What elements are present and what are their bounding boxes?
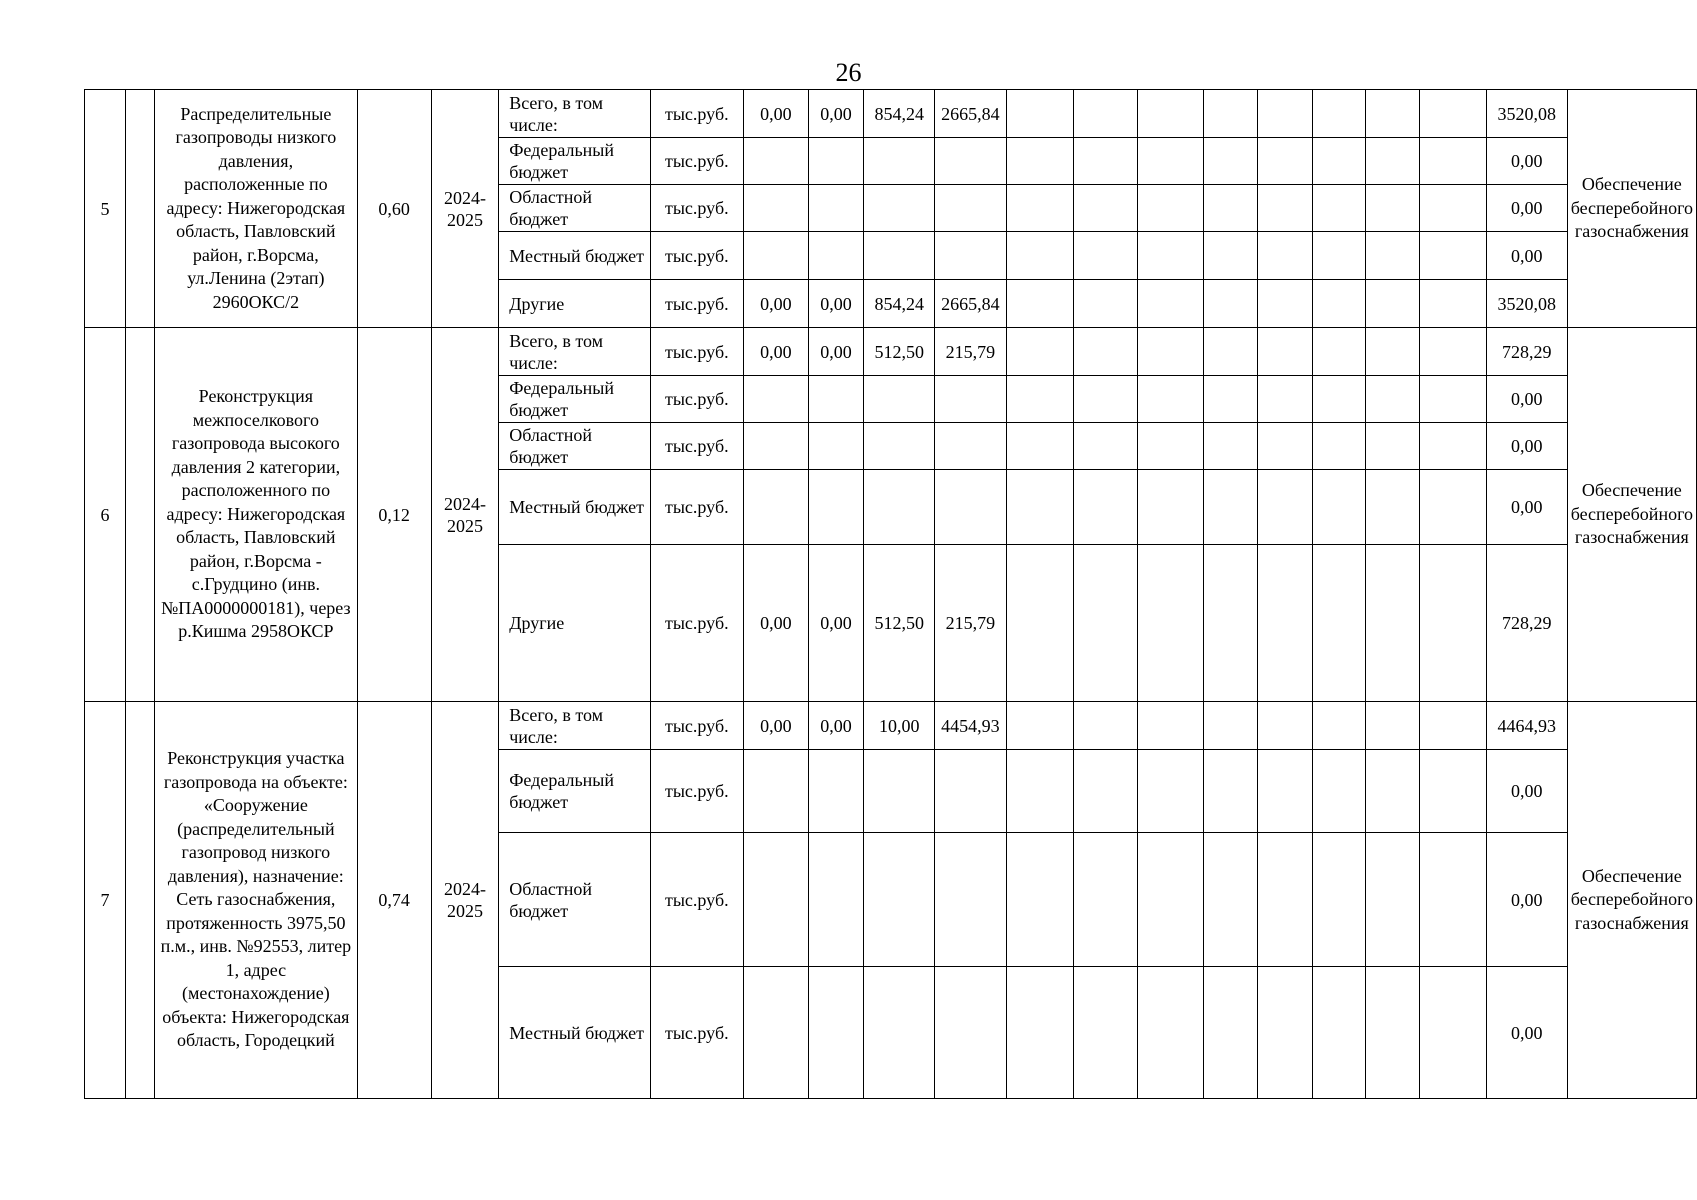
- empty-cell: [1203, 90, 1257, 138]
- empty-cell: [1137, 545, 1203, 702]
- value-cell: [864, 833, 935, 967]
- total-cell: 0,00: [1486, 185, 1567, 232]
- value-cell: 215,79: [935, 328, 1006, 376]
- empty-cell: [1312, 138, 1365, 185]
- empty-cell: [1203, 470, 1257, 545]
- unit-cell: тыс.руб.: [650, 280, 743, 328]
- empty-cell: [1073, 90, 1137, 138]
- empty-cell: [1312, 702, 1365, 750]
- empty-cell: [1420, 545, 1486, 702]
- total-cell: 3520,08: [1486, 280, 1567, 328]
- value-cell: [864, 750, 935, 833]
- value-cell: [864, 967, 935, 1099]
- empty-cell: [1006, 423, 1073, 470]
- empty-cell: [1203, 702, 1257, 750]
- empty-cell: [1203, 750, 1257, 833]
- funding-source: Местный бюджет: [499, 470, 651, 545]
- empty-cell: [125, 328, 154, 702]
- unit-cell: тыс.руб.: [650, 702, 743, 750]
- empty-cell: [1073, 138, 1137, 185]
- total-cell: 0,00: [1486, 423, 1567, 470]
- empty-cell: [1420, 138, 1486, 185]
- empty-cell: [1366, 185, 1420, 232]
- empty-cell: [1366, 750, 1420, 833]
- empty-cell: [125, 702, 154, 1099]
- empty-cell: [1258, 328, 1312, 376]
- value-cell: [808, 185, 864, 232]
- value-cell: [864, 138, 935, 185]
- empty-cell: [1006, 750, 1073, 833]
- empty-cell: [1420, 702, 1486, 750]
- value-cell: [743, 232, 808, 280]
- empty-cell: [1073, 376, 1137, 423]
- empty-cell: [1258, 90, 1312, 138]
- value-cell: 4454,93: [935, 702, 1006, 750]
- empty-cell: [1258, 185, 1312, 232]
- empty-cell: [1203, 185, 1257, 232]
- empty-cell: [1420, 90, 1486, 138]
- value-cell: 215,79: [935, 545, 1006, 702]
- value-cell: [864, 376, 935, 423]
- unit-cell: тыс.руб.: [650, 376, 743, 423]
- total-cell: 0,00: [1486, 376, 1567, 423]
- empty-cell: [1258, 280, 1312, 328]
- empty-cell: [1312, 423, 1365, 470]
- empty-cell: [1006, 545, 1073, 702]
- empty-cell: [1203, 232, 1257, 280]
- value-cell: [935, 967, 1006, 1099]
- unit-cell: тыс.руб.: [650, 138, 743, 185]
- empty-cell: [1203, 138, 1257, 185]
- total-cell: 0,00: [1486, 750, 1567, 833]
- empty-cell: [1137, 470, 1203, 545]
- empty-cell: [1137, 232, 1203, 280]
- empty-cell: [1366, 470, 1420, 545]
- value-cell: [935, 232, 1006, 280]
- object-length: 0,74: [357, 702, 431, 1099]
- empty-cell: [1366, 545, 1420, 702]
- value-cell: [808, 138, 864, 185]
- purpose-note: Обеспечение бесперебойного газоснабжения: [1567, 702, 1696, 1099]
- empty-cell: [1073, 702, 1137, 750]
- empty-cell: [1366, 423, 1420, 470]
- empty-cell: [1137, 833, 1203, 967]
- value-cell: [864, 423, 935, 470]
- empty-cell: [1312, 376, 1365, 423]
- table-row: [85, 90, 1697, 138]
- value-cell: [743, 833, 808, 967]
- empty-cell: [1006, 833, 1073, 967]
- unit-cell: тыс.руб.: [650, 185, 743, 232]
- empty-cell: [1006, 702, 1073, 750]
- unit-cell: тыс.руб.: [650, 328, 743, 376]
- empty-cell: [1366, 702, 1420, 750]
- object-years: 2024-2025: [431, 702, 498, 1099]
- empty-cell: [1006, 376, 1073, 423]
- value-cell: [743, 185, 808, 232]
- table-row: [85, 702, 1697, 750]
- funding-source: Всего, в том числе:: [499, 90, 651, 138]
- empty-cell: [1312, 185, 1365, 232]
- funding-source: Местный бюджет: [499, 967, 651, 1099]
- empty-cell: [1366, 967, 1420, 1099]
- value-cell: [808, 470, 864, 545]
- object-name: Распределительные газопроводы низкого давления, расположенные по адресу: Нижегородская область, Павловский район, г.Ворсма, ул.Ленина (2этап) 2960ОКС/2: [155, 90, 357, 328]
- empty-cell: [1312, 967, 1365, 1099]
- empty-cell: [1137, 280, 1203, 328]
- value-cell: [808, 833, 864, 967]
- row-number: 6: [85, 328, 126, 702]
- empty-cell: [1073, 470, 1137, 545]
- empty-cell: [1312, 545, 1365, 702]
- funding-source: Местный бюджет: [499, 232, 651, 280]
- unit-cell: тыс.руб.: [650, 750, 743, 833]
- empty-cell: [1312, 750, 1365, 833]
- empty-cell: [1137, 138, 1203, 185]
- empty-cell: [1137, 90, 1203, 138]
- empty-cell: [1258, 232, 1312, 280]
- empty-cell: [1366, 280, 1420, 328]
- value-cell: [743, 423, 808, 470]
- empty-cell: [1258, 423, 1312, 470]
- purpose-note: Обеспечение бесперебойного газоснабжения: [1567, 328, 1696, 702]
- funding-source: Всего, в том числе:: [499, 328, 651, 376]
- object-years: 2024-2025: [431, 90, 498, 328]
- empty-cell: [1312, 833, 1365, 967]
- empty-cell: [1137, 967, 1203, 1099]
- empty-cell: [1420, 470, 1486, 545]
- empty-cell: [1258, 376, 1312, 423]
- value-cell: 10,00: [864, 702, 935, 750]
- empty-cell: [1258, 750, 1312, 833]
- empty-cell: [1420, 328, 1486, 376]
- empty-cell: [1312, 232, 1365, 280]
- empty-cell: [1312, 470, 1365, 545]
- empty-cell: [1006, 280, 1073, 328]
- object-name: Реконструкция межпоселкового газопровода высокого давления 2 категории, расположенного по адресу: Нижегородская область, Павловский район, г.Ворсма - с.Грудцино (инв. №ПА0000000181), через р.Кишма 2958ОКСР: [155, 328, 357, 702]
- row-number: 5: [85, 90, 126, 328]
- value-cell: 2665,84: [935, 280, 1006, 328]
- empty-cell: [1203, 967, 1257, 1099]
- funding-source: Областной бюджет: [499, 833, 651, 967]
- empty-cell: [1006, 328, 1073, 376]
- empty-cell: [1312, 280, 1365, 328]
- empty-cell: [1137, 328, 1203, 376]
- empty-cell: [1137, 750, 1203, 833]
- total-cell: 728,29: [1486, 545, 1567, 702]
- empty-cell: [125, 90, 154, 328]
- unit-cell: тыс.руб.: [650, 232, 743, 280]
- unit-cell: тыс.руб.: [650, 90, 743, 138]
- value-cell: [935, 423, 1006, 470]
- value-cell: [743, 138, 808, 185]
- program-table: [84, 89, 1697, 1099]
- funding-source: Другие: [499, 545, 651, 702]
- object-years: 2024-2025: [431, 328, 498, 702]
- row-number: 7: [85, 702, 126, 1099]
- value-cell: 512,50: [864, 545, 935, 702]
- value-cell: [743, 376, 808, 423]
- value-cell: [935, 750, 1006, 833]
- total-cell: 728,29: [1486, 328, 1567, 376]
- empty-cell: [1366, 833, 1420, 967]
- empty-cell: [1420, 185, 1486, 232]
- value-cell: [864, 470, 935, 545]
- value-cell: [935, 833, 1006, 967]
- empty-cell: [1258, 545, 1312, 702]
- value-cell: 0,00: [743, 328, 808, 376]
- empty-cell: [1073, 232, 1137, 280]
- page-number: 26: [835, 58, 862, 87]
- funding-source: Областной бюджет: [499, 423, 651, 470]
- empty-cell: [1366, 90, 1420, 138]
- value-cell: [808, 232, 864, 280]
- object-length: 0,60: [357, 90, 431, 328]
- empty-cell: [1203, 328, 1257, 376]
- empty-cell: [1312, 90, 1365, 138]
- funding-source: Федеральный бюджет: [499, 376, 651, 423]
- value-cell: [808, 750, 864, 833]
- value-cell: 0,00: [743, 545, 808, 702]
- empty-cell: [1203, 423, 1257, 470]
- value-cell: [935, 185, 1006, 232]
- empty-cell: [1073, 185, 1137, 232]
- value-cell: 2665,84: [935, 90, 1006, 138]
- empty-cell: [1258, 967, 1312, 1099]
- value-cell: 854,24: [864, 280, 935, 328]
- value-cell: [743, 750, 808, 833]
- value-cell: 0,00: [808, 280, 864, 328]
- funding-source: Областной бюджет: [499, 185, 651, 232]
- empty-cell: [1137, 185, 1203, 232]
- empty-cell: [1073, 423, 1137, 470]
- total-cell: 0,00: [1486, 470, 1567, 545]
- empty-cell: [1420, 376, 1486, 423]
- empty-cell: [1203, 376, 1257, 423]
- total-cell: 4464,93: [1486, 702, 1567, 750]
- value-cell: [935, 138, 1006, 185]
- total-cell: 3520,08: [1486, 90, 1567, 138]
- funding-source: Всего, в том числе:: [499, 702, 651, 750]
- value-cell: [864, 185, 935, 232]
- total-cell: 0,00: [1486, 833, 1567, 967]
- value-cell: [935, 376, 1006, 423]
- total-cell: 0,00: [1486, 967, 1567, 1099]
- empty-cell: [1073, 833, 1137, 967]
- unit-cell: тыс.руб.: [650, 545, 743, 702]
- value-cell: 0,00: [743, 702, 808, 750]
- empty-cell: [1258, 138, 1312, 185]
- value-cell: 0,00: [808, 90, 864, 138]
- value-cell: [743, 967, 808, 1099]
- object-name: Реконструкция участка газопровода на объекте: «Сооружение (распределительный газопровод низкого давления), назначение: Сеть газоснабжения, протяженность 3975,50 п.м., инв. №92553, литер 1, адрес (местонахождение) объекта: Нижегородская область, Городецкий: [155, 702, 357, 1099]
- value-cell: [864, 232, 935, 280]
- empty-cell: [1258, 833, 1312, 967]
- empty-cell: [1203, 545, 1257, 702]
- unit-cell: тыс.руб.: [650, 423, 743, 470]
- value-cell: 0,00: [808, 545, 864, 702]
- empty-cell: [1366, 232, 1420, 280]
- empty-cell: [1312, 328, 1365, 376]
- unit-cell: тыс.руб.: [650, 967, 743, 1099]
- value-cell: [743, 470, 808, 545]
- empty-cell: [1137, 702, 1203, 750]
- empty-cell: [1137, 376, 1203, 423]
- funding-source: Другие: [499, 280, 651, 328]
- empty-cell: [1366, 328, 1420, 376]
- value-cell: 512,50: [864, 328, 935, 376]
- empty-cell: [1006, 138, 1073, 185]
- funding-source: Федеральный бюджет: [499, 750, 651, 833]
- empty-cell: [1420, 750, 1486, 833]
- empty-cell: [1073, 328, 1137, 376]
- value-cell: 0,00: [743, 280, 808, 328]
- empty-cell: [1006, 232, 1073, 280]
- empty-cell: [1203, 833, 1257, 967]
- value-cell: 0,00: [808, 702, 864, 750]
- value-cell: [808, 376, 864, 423]
- unit-cell: тыс.руб.: [650, 833, 743, 967]
- total-cell: 0,00: [1486, 138, 1567, 185]
- value-cell: 854,24: [864, 90, 935, 138]
- empty-cell: [1073, 545, 1137, 702]
- funding-source: Федеральный бюджет: [499, 138, 651, 185]
- empty-cell: [1420, 232, 1486, 280]
- purpose-note: Обеспечение бесперебойного газоснабжения: [1567, 90, 1696, 328]
- empty-cell: [1420, 423, 1486, 470]
- empty-cell: [1073, 280, 1137, 328]
- empty-cell: [1006, 470, 1073, 545]
- empty-cell: [1137, 423, 1203, 470]
- empty-cell: [1006, 185, 1073, 232]
- empty-cell: [1073, 967, 1137, 1099]
- empty-cell: [1006, 967, 1073, 1099]
- table-row: [85, 328, 1697, 376]
- empty-cell: [1420, 967, 1486, 1099]
- value-cell: [808, 967, 864, 1099]
- empty-cell: [1258, 470, 1312, 545]
- empty-cell: [1366, 138, 1420, 185]
- empty-cell: [1420, 833, 1486, 967]
- value-cell: [808, 423, 864, 470]
- value-cell: 0,00: [808, 328, 864, 376]
- empty-cell: [1366, 376, 1420, 423]
- object-length: 0,12: [357, 328, 431, 702]
- empty-cell: [1420, 280, 1486, 328]
- total-cell: 0,00: [1486, 232, 1567, 280]
- empty-cell: [1006, 90, 1073, 138]
- value-cell: 0,00: [743, 90, 808, 138]
- value-cell: [935, 470, 1006, 545]
- empty-cell: [1203, 280, 1257, 328]
- empty-cell: [1073, 750, 1137, 833]
- unit-cell: тыс.руб.: [650, 470, 743, 545]
- empty-cell: [1258, 702, 1312, 750]
